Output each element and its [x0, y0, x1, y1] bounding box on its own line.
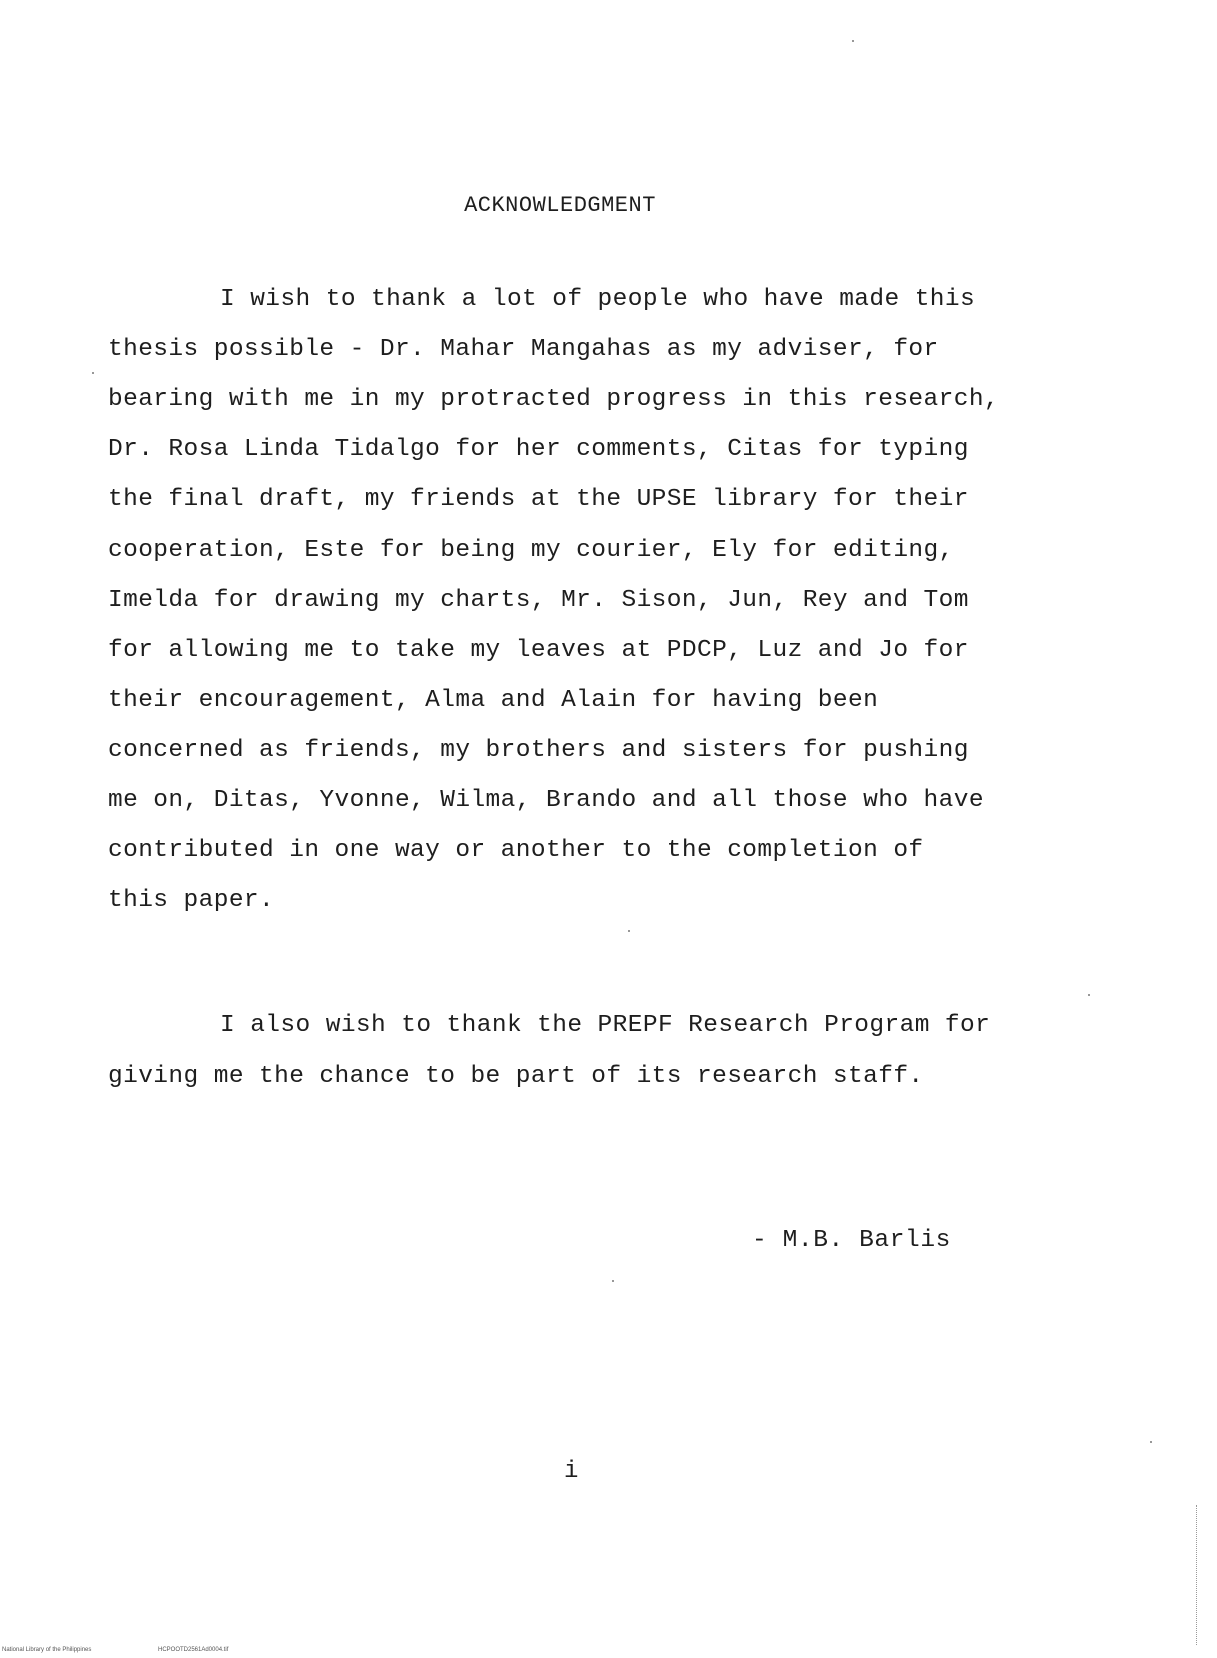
scan-speck	[1150, 1441, 1152, 1443]
paragraph-1-line: thesis possible - Dr. Mahar Mangahas as my adviser, for	[108, 336, 939, 363]
page-number: i	[564, 1458, 579, 1485]
paragraph-1-line: Imelda for drawing my charts, Mr. Sison, Jun, Rey and Tom	[108, 587, 969, 614]
paragraph-1-line: for allowing me to take my leaves at PDCP, Luz and Jo for	[108, 637, 969, 664]
paragraph-1-line: concerned as friends, my brothers and sisters for pushing	[108, 737, 969, 764]
paragraph-1-line: Dr. Rosa Linda Tidalgo for her comments, Citas for typing	[108, 436, 969, 463]
paragraph-1-line: I wish to thank a lot of people who have made this	[220, 286, 976, 313]
paragraph-1-line: bearing with me in my protracted progress in this research,	[108, 386, 1000, 413]
scan-speck	[612, 1280, 614, 1282]
paragraph-1-line: their encouragement, Alma and Alain for having been	[108, 687, 879, 714]
signature: - M.B. Barlis	[752, 1227, 951, 1254]
scan-speck	[1088, 994, 1090, 996]
paragraph-1-line: me on, Ditas, Yvonne, Wilma, Brando and all those who have	[108, 787, 984, 814]
scan-speck	[852, 40, 854, 42]
paragraph-2-line: I also wish to thank the PREPF Research Program for	[220, 1012, 991, 1039]
footer-file-id: HCPOOTD2561Ad0004.tif	[158, 1647, 229, 1653]
scan-edge-marks	[1196, 1505, 1199, 1645]
paragraph-1-line: cooperation, Este for being my courier, Ely for editing,	[108, 537, 954, 564]
paragraph-1-line: the final draft, my friends at the UPSE library for their	[108, 486, 969, 513]
scan-speck	[92, 372, 94, 374]
footer-library: National Library of the Philippines	[2, 1647, 92, 1653]
scan-speck	[628, 930, 630, 932]
page-title: ACKNOWLEDGMENT	[464, 193, 656, 218]
paragraph-1-line: this paper.	[108, 887, 275, 914]
paragraph-2-line: giving me the chance to be part of its research staff.	[108, 1063, 924, 1090]
paragraph-1-line: contributed in one way or another to the completion of	[108, 837, 924, 864]
